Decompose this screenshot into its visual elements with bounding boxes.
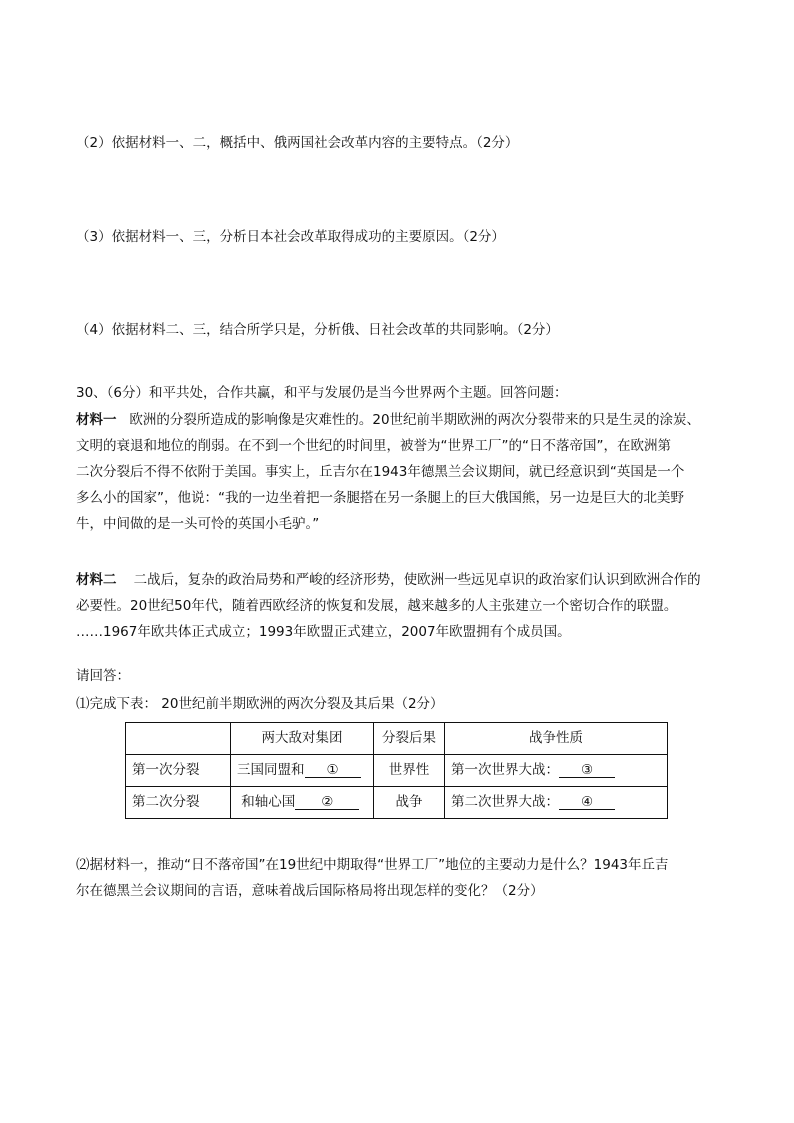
material-1-line: 多么小的国家”，他说：“我的一边坐着把一条腿搭在另一条腿上的巨大俄国熊，另一边是巨大的北美野	[76, 490, 684, 506]
answer-blank[interactable]: ③	[559, 763, 615, 778]
material-2-label: 材料二	[76, 572, 117, 588]
result-cell: 战争	[374, 787, 445, 819]
question-3: （3）依据材料一、三，分析日本社会改革取得成功的主要原因。（2分）	[76, 229, 505, 245]
sub-question-2-line: ⑵据材料一，推动“日不落帝国”在19世纪中期取得“世界工厂”地位的主要动力是什么？1943年丘吉	[76, 857, 669, 873]
table-header-row	[126, 723, 668, 755]
material-1-line: 文明的衰退和地位的削弱。在不到一个世纪的时间里，被誉为“世界工厂”的“日不落帝国”，在欧洲第	[76, 438, 671, 454]
material-2-line: 必要性。20世纪50年代，随着西欧经济的恢复和发展，越来越多的人主张建立一个密切合作的联盟。	[76, 598, 678, 614]
split-table	[125, 722, 668, 819]
table-row	[126, 755, 668, 787]
prompt: 请回答：	[76, 668, 130, 684]
material-1	[76, 407, 726, 537]
answer-blank[interactable]: ①	[305, 763, 361, 778]
material-1-label: 材料一	[76, 412, 117, 428]
sub-question-2	[76, 852, 726, 904]
war-cell: 第二次世界大战： ④	[445, 787, 668, 819]
question-2: （2）依据材料一、二，概括中、俄两国社会改革内容的主要特点。（2分）	[76, 135, 519, 151]
answer-blank[interactable]: ④	[559, 795, 615, 810]
material-1-line: 牛，中间做的是一头可怜的英国小毛驴。”	[76, 516, 320, 532]
table-row	[126, 787, 668, 819]
table-header-cell	[126, 723, 231, 755]
material-2-line: 材料二 二战后，复杂的政治局势和严峻的经济形势，使欧洲一些远见卓识的政治家们认识到欧洲合作的	[76, 572, 701, 588]
table-header-cell: 战争性质	[445, 723, 668, 755]
material-2	[76, 567, 726, 645]
question-30-header: 30、（6分）和平共处，合作共赢，和平与发展仍是当今世界两个主题。回答问题：	[76, 385, 568, 401]
row-name: 第一次分裂	[126, 755, 231, 787]
material-1-line: 二次分裂后不得不依附于美国。事实上，丘吉尔在1943年德黑兰会议期间，就已经意识到“英国是一个	[76, 464, 685, 480]
row-name: 第二次分裂	[126, 787, 231, 819]
sub-question-2-line: 尔在德黑兰会议期间的言语，意味着战后国际格局将出现怎样的变化？（2分）	[76, 883, 544, 899]
table-header-cell: 两大敌对集团	[231, 723, 374, 755]
answer-blank[interactable]: ②	[295, 795, 359, 810]
material-2-line: ……1967年欧共体正式成立；1993年欧盟正式建立，2007年欧盟拥有个成员国。	[76, 624, 571, 640]
question-4: （4）依据材料二、三，结合所学只是，分析俄、日社会改革的共同影响。（2分）	[76, 322, 559, 338]
result-cell: 世界性	[374, 755, 445, 787]
table-header-cell: 分裂后果	[374, 723, 445, 755]
material-1-line: 材料一 欧洲的分裂所造成的影响像是灾难性的。20世纪前半期欧洲的两次分裂带来的只是生灵的涂炭、	[76, 412, 701, 428]
sub-question-1: ⑴完成下表： 20世纪前半期欧洲的两次分裂及其后果（2分）	[76, 696, 444, 712]
bloc-cell: 和轴心国 ②	[231, 787, 374, 819]
war-cell: 第一次世界大战： ③	[445, 755, 668, 787]
bloc-cell: 三国同盟和 ①	[231, 755, 374, 787]
